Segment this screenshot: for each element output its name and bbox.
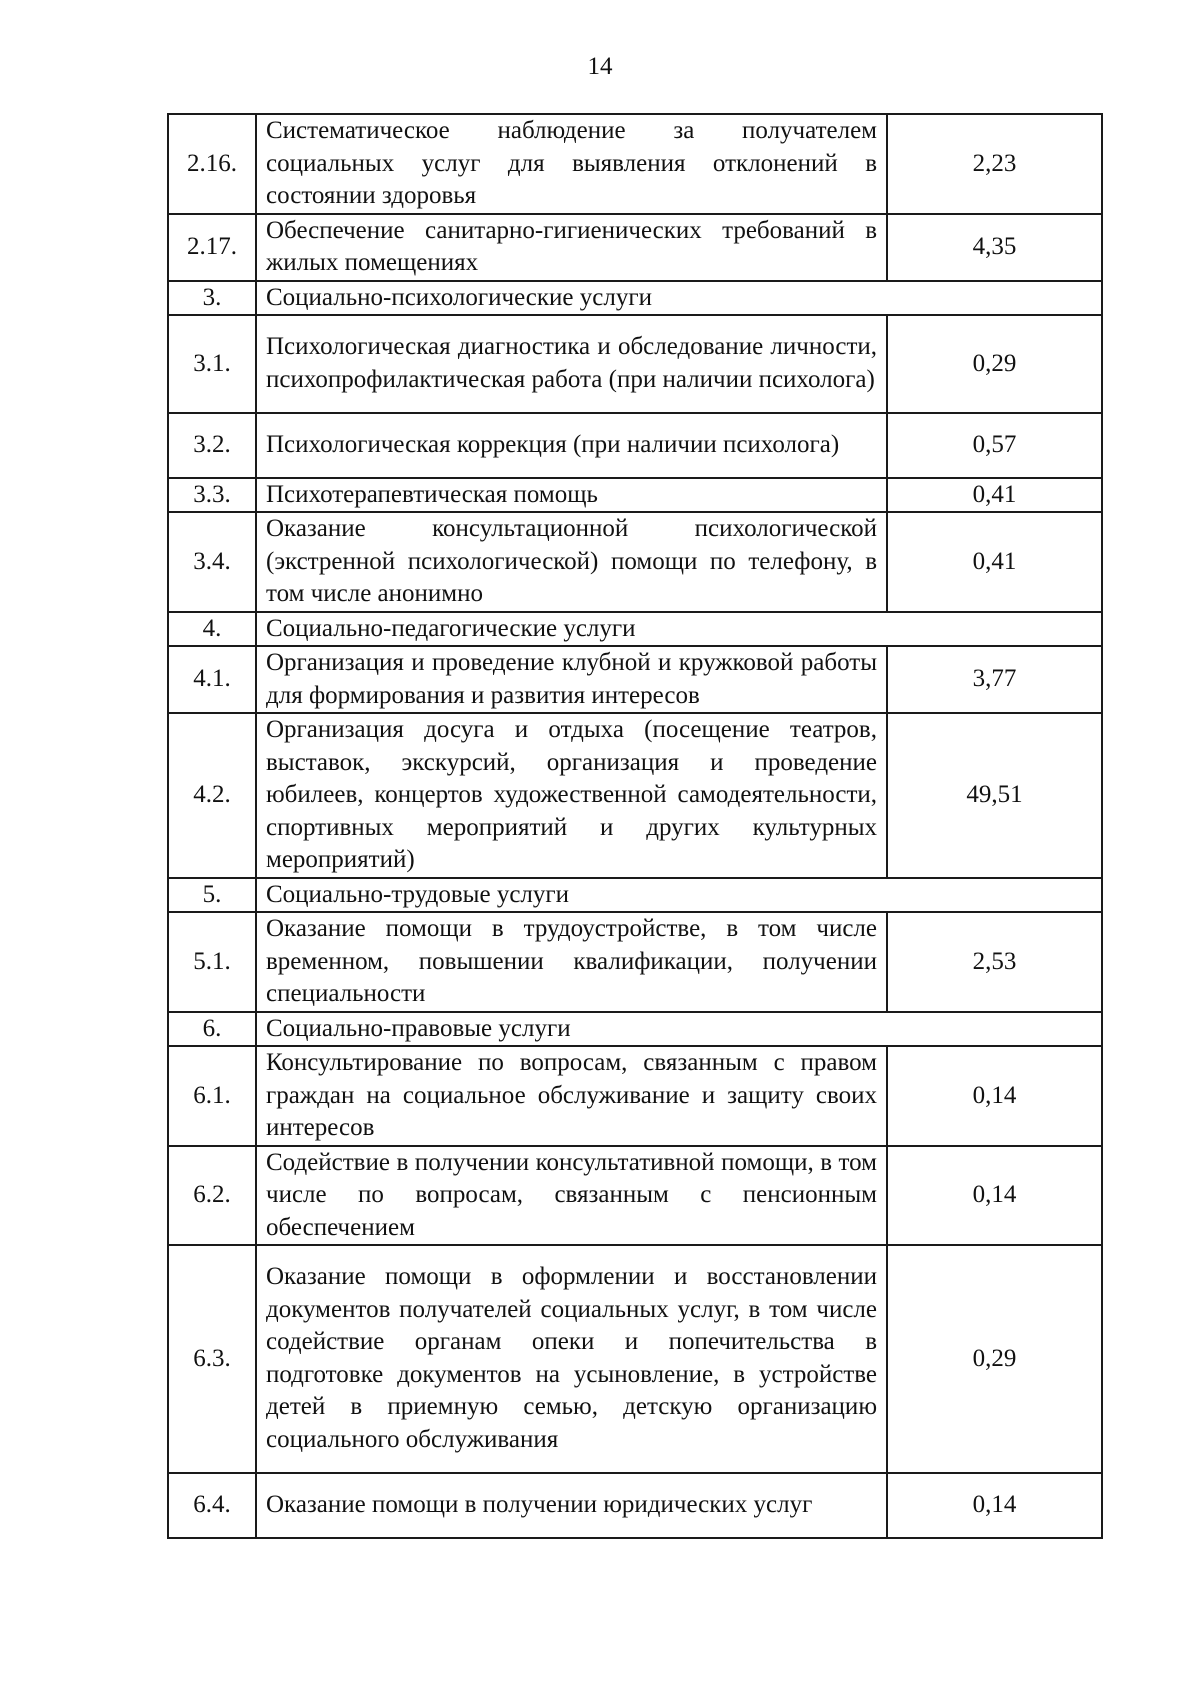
table-row — [168, 114, 1102, 214]
row-number: 4.1. — [168, 646, 256, 713]
table-row — [168, 413, 1102, 478]
service-value: 0,41 — [887, 512, 1102, 612]
service-value: 4,35 — [887, 214, 1102, 281]
service-description: Психологическая диагностика и обследование личности, психопрофилактическая работа (при наличии психолога) — [256, 315, 887, 413]
section-number: 5. — [168, 878, 256, 913]
row-number: 6.3. — [168, 1245, 256, 1473]
section-number: 6. — [168, 1012, 256, 1047]
table-row — [168, 1046, 1102, 1146]
row-number: 5.1. — [168, 912, 256, 1012]
service-value: 0,57 — [887, 413, 1102, 478]
table-row — [168, 1473, 1102, 1538]
section-row — [168, 281, 1102, 316]
row-number: 3.3. — [168, 478, 256, 513]
page-number: 14 — [587, 53, 613, 80]
table-row — [168, 912, 1102, 1012]
services-table-body — [168, 114, 1102, 1538]
table-row — [168, 1146, 1102, 1246]
service-value: 0,29 — [887, 315, 1102, 413]
service-description: Оказание помощи в оформлении и восстановлении документов получателей социальных услуг, в том числе содействие органам опеки и попечительства в подготовке документов на усыновление, в устройстве детей в приемную семью, детскую организацию социального обслуживания — [256, 1245, 887, 1473]
service-value: 0,41 — [887, 478, 1102, 513]
table-row — [168, 646, 1102, 713]
service-description: Систематическое наблюдение за получателем социальных услуг для выявления отклонений в состоянии здоровья — [256, 114, 887, 214]
section-row — [168, 612, 1102, 647]
service-value: 2,23 — [887, 114, 1102, 214]
section-row — [168, 1012, 1102, 1047]
table-row — [168, 315, 1102, 413]
service-description: Консультирование по вопросам, связанным с правом граждан на социальное обслуживание и защиту своих интересов — [256, 1046, 887, 1146]
service-description: Оказание помощи в трудоустройстве, в том числе временном, повышении квалификации, получении специальности — [256, 912, 887, 1012]
service-value: 0,29 — [887, 1245, 1102, 1473]
service-value: 0,14 — [887, 1046, 1102, 1146]
service-value: 49,51 — [887, 713, 1102, 878]
section-title: Социально-правовые услуги — [256, 1012, 1102, 1047]
row-number: 4.2. — [168, 713, 256, 878]
service-description: Психотерапевтическая помощь — [256, 478, 887, 513]
row-number: 6.2. — [168, 1146, 256, 1246]
service-description: Организация и проведение клубной и кружковой работы для формирования и развития интересов — [256, 646, 887, 713]
row-number: 3.1. — [168, 315, 256, 413]
service-value: 0,14 — [887, 1146, 1102, 1246]
section-title: Социально-психологические услуги — [256, 281, 1102, 316]
service-description: Оказание помощи в получении юридических услуг — [256, 1473, 887, 1538]
services-table — [167, 113, 1103, 1539]
table-row — [168, 214, 1102, 281]
service-description: Обеспечение санитарно-гигиенических требований в жилых помещениях — [256, 214, 887, 281]
service-description: Содействие в получении консультативной помощи, в том числе по вопросам, связанным с пенсионным обеспечением — [256, 1146, 887, 1246]
section-title: Социально-педагогические услуги — [256, 612, 1102, 647]
table-row — [168, 478, 1102, 513]
service-value: 3,77 — [887, 646, 1102, 713]
table-row — [168, 713, 1102, 878]
service-description: Оказание консультационной психологической (экстренной психологической) помощи по телефону, в том числе анонимно — [256, 512, 887, 612]
service-description: Психологическая коррекция (при наличии психолога) — [256, 413, 887, 478]
service-value: 2,53 — [887, 912, 1102, 1012]
row-number: 2.16. — [168, 114, 256, 214]
service-description: Организация досуга и отдыха (посещение театров, выставок, экскурсий, организация и проведение юбилеев, концертов художественной самодеятельности, спортивных мероприятий и других культурных мероприятий) — [256, 713, 887, 878]
table-row — [168, 1245, 1102, 1473]
section-number: 4. — [168, 612, 256, 647]
row-number: 6.4. — [168, 1473, 256, 1538]
row-number: 3.4. — [168, 512, 256, 612]
section-row — [168, 878, 1102, 913]
row-number: 2.17. — [168, 214, 256, 281]
section-title: Социально-трудовые услуги — [256, 878, 1102, 913]
row-number: 6.1. — [168, 1046, 256, 1146]
section-number: 3. — [168, 281, 256, 316]
table-row — [168, 512, 1102, 612]
service-value: 0,14 — [887, 1473, 1102, 1538]
row-number: 3.2. — [168, 413, 256, 478]
